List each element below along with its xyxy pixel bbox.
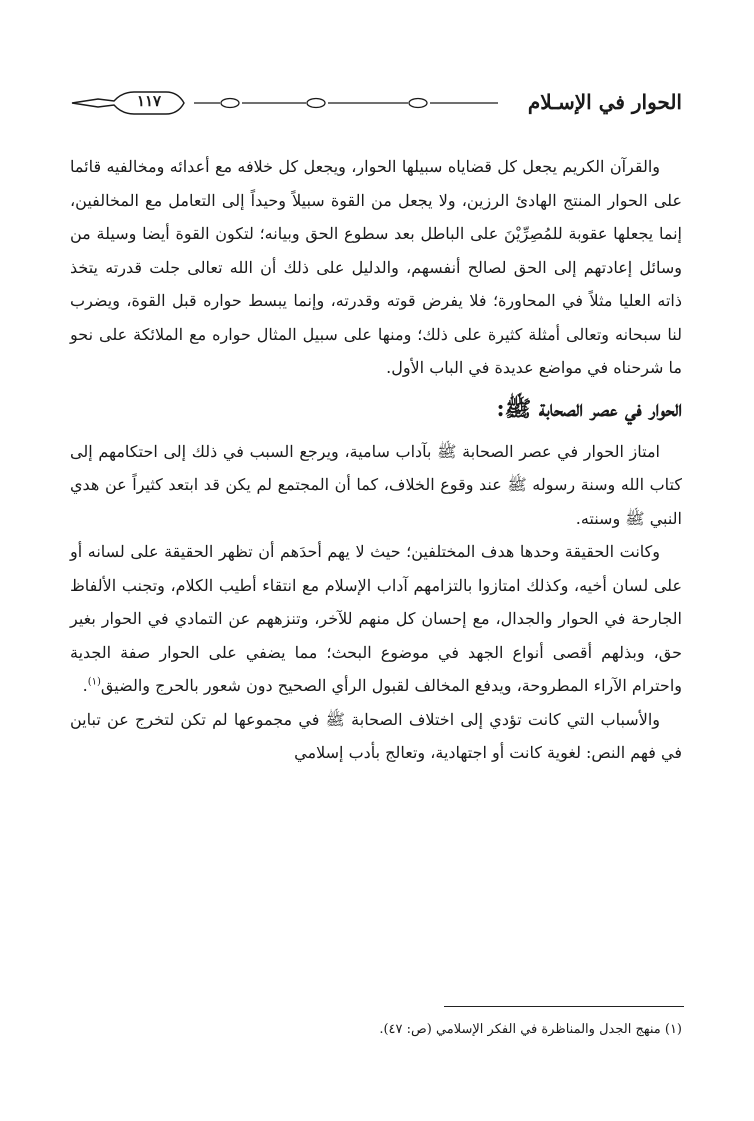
paragraph-truth-goal: وكانت الحقيقة وحدها هدف المختلفين؛ حيث لا يهم أحدَهم أن تظهر الحقيقة على لسانه أو على لسان أخيه، وكذلك امتازوا بالتزامهم آداب الإسلام مع انتقاء أطيب الكلام، وتجنب الألفاظ الجارحة في الحوار والجدال، مع إحسان كل منهم للآخر، وتنزههم عن التمادي في الحوار بغير حق، وبذلهم أقصى أنواع الجهد في موضوع البحث؛ مما يضفي على الحوار صفة الجدية واحترام الآراء المطروحة، ويدفع المخالف لقبول الرأي الصحيح دون شعور بالحرج والضيق$^{(١)}$. — [70, 542, 682, 695]
running-title: الحوار في الإسـلام — [527, 90, 682, 114]
paragraph-truth-goal-text: وكانت الحقيقة وحدها هدف المختلفين؛ حيث لا يهم أحدَهم أن تظهر الحقيقة على لسانه أو على لسان أخيه، وكذلك امتازوا بالتزامهم آداب الإسلام مع انتقاء أطيب الكلام، وتجنب الألفاظ الجارحة في الحوار والجدال، مع إحسان كل منهم للآخر، وتنزههم عن التمادي في الحوار بغير حق، وبذلهم أقصى أنواع الجهد في موضوع البحث؛ مما يضفي على الحوار صفة الجدية واحترام الآراء المطروحة، ويدفع المخالف لقبول الرأي الصحيح دون شعور بالحرج والضيق — [70, 542, 682, 695]
paragraph-causes: والأسباب التي كانت تؤدي إلى اختلاف الصحابة ﷺ في مجموعها لم تكن لتخرج عن تباين في فهم النص: لغوية كانت أو اجتهادية، وتعالج بأدب إسلامي — [70, 709, 682, 762]
footnote-marker[interactable]: (١) — [87, 676, 101, 688]
body-text — [70, 150, 682, 770]
page-header — [70, 84, 682, 124]
paragraph-intro: والقرآن الكريم يجعل كل قضاياه سبيلها الحوار، ويجعل كل خلافه مع أعدائه ومخالفيه قائما على الحوار المنتج الهادئ الرزين، ولا يجعل من القوة سبيلاً وحيداً إلى التعامل مع المخالفين، إنما يجعلها عقوبة للمُصِرِّيْنَ على الباطل بعد سطوع الحق وبيانه؛ لتكون القوة أيضا وسيلة من وسائل إعادتهم إلى الحق لصالح أنفسهم، والدليل على ذلك أن الله تعالى جلت قدرته يتخذ ذاته العليا مثلاً في المحاورة؛ فلا يفرض قوته وقدرته، وإنما يبسط حواره قبل القوة، ويضرب لنا سبحانه وتعالى أمثلة كثيرة على ذلك؛ ومنها على سبيل المثال حواره مع الملائكة على نحو ما شرحناه في مواضع عديدة في الباب الأول. — [70, 157, 682, 377]
footnote-text: (١) منهج الجدل والمناظرة في الفكر الإسلامي (ص: ٤٧). — [379, 1022, 682, 1037]
footnote-divider — [444, 1006, 684, 1007]
page-number: ١١٧ — [136, 92, 162, 110]
section-heading: الحوار في عصر الصحابة ﷺ: — [496, 395, 682, 422]
paragraph-companions-manners: امتاز الحوار في عصر الصحابة ﷺ بآداب سامية، ويرجع السبب في ذلك إلى احتكامهم إلى كتاب الله وسنة رسوله ﷺ عند وقوع الخلاف، كما أن المجتمع لم يكن قد ابتعد كثيراً عن هدي النبي ﷺ وسنته. — [70, 441, 682, 528]
